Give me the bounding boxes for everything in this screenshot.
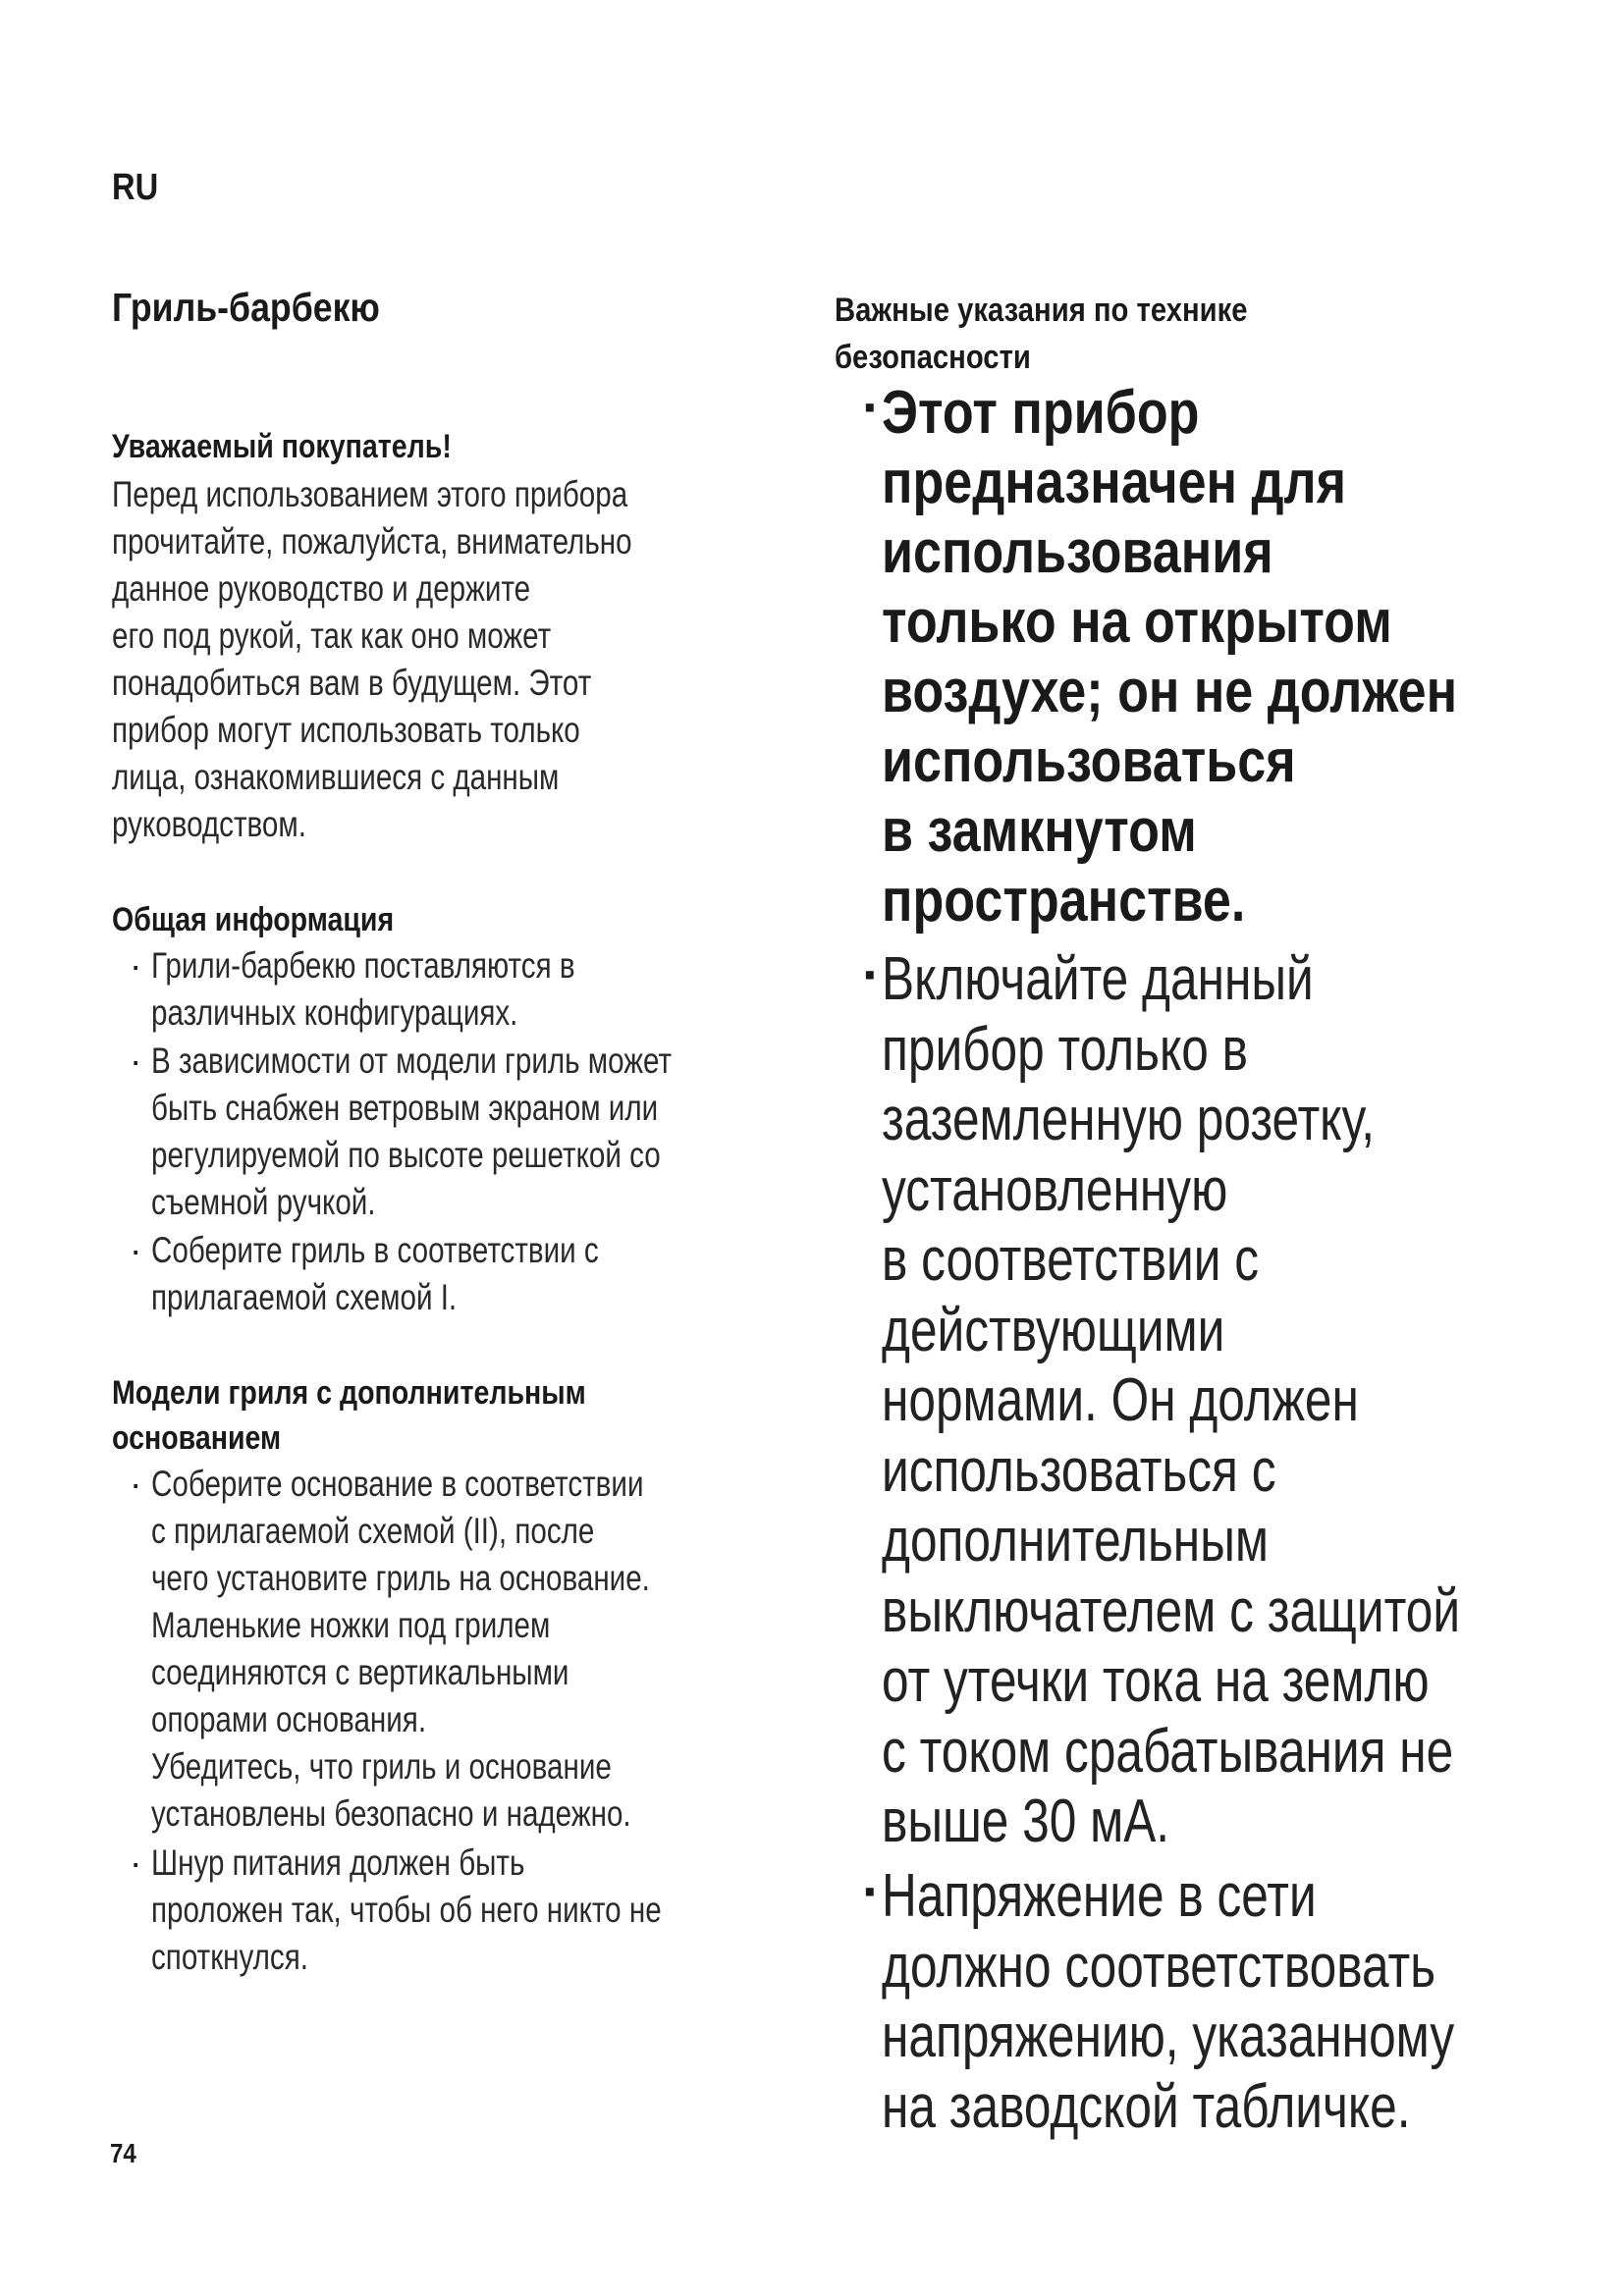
text-line: прочитайте, пожалуйста, внимательно bbox=[112, 521, 632, 561]
page-number: 74 bbox=[110, 2138, 136, 2168]
bullet-dot: · bbox=[862, 1860, 881, 1922]
text-line: споткнулся. bbox=[151, 1937, 308, 1977]
text-line: Шнур питания должен быть bbox=[151, 1842, 525, 1883]
text-line: с током срабатывания не bbox=[882, 1717, 1454, 1786]
text-line: понадобиться вам в будущем. Этот bbox=[112, 663, 592, 703]
language-code: RU bbox=[112, 167, 159, 208]
models-heading bbox=[112, 1370, 586, 1461]
text-line: действующими bbox=[882, 1296, 1225, 1364]
text-line: В зависимости от модели гриль может bbox=[151, 1041, 673, 1081]
text-line: в замкнутом bbox=[882, 797, 1197, 865]
text-line: на заводской табличке. bbox=[882, 2072, 1411, 2141]
text-line: заземленную розетку, bbox=[882, 1086, 1376, 1153]
safety-bullet-voltage bbox=[882, 1861, 1454, 2142]
text-line: Грили-барбекю поставляются в bbox=[151, 945, 575, 986]
text-line: его под рукой, так как оно может bbox=[112, 615, 552, 656]
intro-heading: Уважаемый покупатель! bbox=[112, 428, 452, 465]
text-line: безопасности bbox=[835, 339, 1031, 376]
safety-bullet-grounded-socket bbox=[882, 944, 1460, 1857]
bullet-dot: · bbox=[130, 945, 142, 986]
general-bullet-1 bbox=[151, 942, 575, 1037]
safety-heading bbox=[835, 287, 1248, 381]
intro-paragraph bbox=[112, 471, 632, 848]
text-line: использования bbox=[882, 518, 1273, 586]
bullet-dot: · bbox=[130, 1464, 142, 1504]
bullet-dot: · bbox=[130, 1230, 142, 1270]
bullet-dot: · bbox=[130, 1842, 142, 1883]
document-title: Гриль-барбекю bbox=[112, 285, 380, 330]
text-line: быть снабжен ветровым экраном или bbox=[151, 1088, 659, 1128]
general-bullet-3 bbox=[151, 1227, 599, 1321]
text-line: чего установите гриль на основание. bbox=[151, 1558, 650, 1598]
text-line: опорами основания. bbox=[151, 1699, 427, 1739]
text-line: руководством. bbox=[112, 804, 306, 844]
safety-bullet-outdoor-use bbox=[882, 378, 1457, 935]
text-line: Важные указания по технике bbox=[835, 292, 1248, 329]
text-line: Этот прибор bbox=[882, 379, 1200, 447]
text-line: пространстве. bbox=[882, 867, 1246, 934]
text-line: должно соответствовать bbox=[882, 1932, 1436, 2001]
text-line: проложен так, чтобы об него никто не bbox=[151, 1890, 662, 1930]
text-line: установлены безопасно и надежно. bbox=[151, 1793, 631, 1834]
bullet-dot: · bbox=[130, 1041, 142, 1081]
text-line: лица, ознакомившиеся с данным bbox=[112, 757, 560, 797]
text-line: использоваться bbox=[882, 727, 1296, 795]
text-line: выше 30 мА. bbox=[882, 1788, 1170, 1855]
text-line: съемной ручкой. bbox=[151, 1182, 376, 1222]
general-heading: Общая информация bbox=[112, 901, 395, 938]
text-line: в соответствии с bbox=[882, 1226, 1260, 1294]
text-line: нормами. Он должен bbox=[882, 1366, 1359, 1434]
text-line: соединяются с вертикальными bbox=[151, 1652, 569, 1692]
text-line: Модели гриля с дополнительным bbox=[112, 1374, 586, 1412]
models-bullet-2 bbox=[151, 1840, 662, 1981]
text-line: данное руководство и держите bbox=[112, 568, 531, 609]
bullet-dot: · bbox=[862, 943, 881, 1005]
text-line: с прилагаемой схемой (II), после bbox=[151, 1511, 595, 1551]
text-line: прибор только в bbox=[882, 1015, 1248, 1084]
text-line: предназначен для bbox=[882, 449, 1347, 516]
text-line: Убедитесь, что гриль и основание bbox=[151, 1746, 612, 1787]
text-line: установленную bbox=[882, 1155, 1228, 1224]
text-line: выключателем с защитой bbox=[882, 1576, 1461, 1645]
text-line: Соберите гриль в соответствии с bbox=[151, 1230, 599, 1270]
text-line: от утечки тока на землю bbox=[882, 1647, 1430, 1715]
general-bullet-2 bbox=[151, 1038, 672, 1226]
text-line: использоваться с bbox=[882, 1436, 1276, 1505]
text-line: различных конфигурациях. bbox=[151, 992, 518, 1033]
text-line: прибор могут использовать только bbox=[112, 710, 580, 750]
text-line: дополнительным bbox=[882, 1507, 1269, 1575]
text-line: Соберите основание в соответствии bbox=[151, 1464, 644, 1504]
text-line: Перед использованием этого прибора bbox=[112, 474, 628, 514]
text-line: напряжению, указанному bbox=[882, 2002, 1455, 2070]
text-line: Маленькие ножки под грилем bbox=[151, 1605, 551, 1645]
text-line: регулируемой по высоте решеткой со bbox=[151, 1135, 661, 1175]
models-bullet-1 bbox=[151, 1461, 650, 1838]
text-line: Включайте данный bbox=[882, 945, 1314, 1013]
text-line: основанием bbox=[112, 1419, 282, 1457]
text-line: Напряжение в сети bbox=[882, 1862, 1317, 1930]
bullet-dot: · bbox=[862, 376, 881, 438]
text-line: прилагаемой схемой I. bbox=[151, 1277, 458, 1317]
text-line: воздухе; он не должен bbox=[882, 658, 1458, 725]
text-line: только на открытом bbox=[882, 588, 1392, 656]
